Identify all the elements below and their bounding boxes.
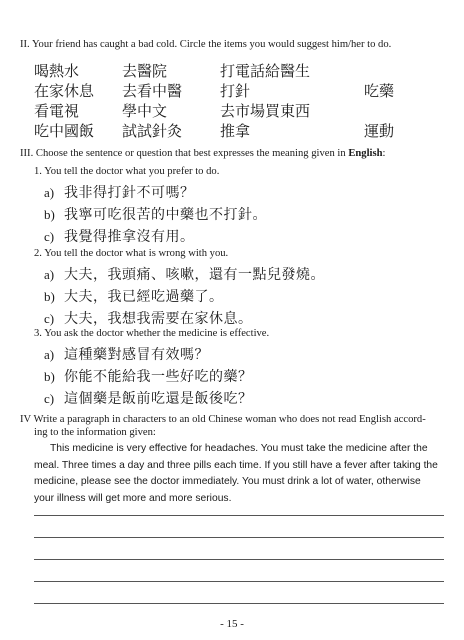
vocab-item[interactable]: 打針 <box>220 82 251 100</box>
answer-line[interactable] <box>34 603 444 604</box>
answer-line[interactable] <box>34 537 444 538</box>
option-label: a) <box>44 185 55 200</box>
section-4-heading-line-1: IV Write a paragraph in characters to an old Chinese woman who does not read English accord- <box>20 414 426 425</box>
option-label: a) <box>44 267 55 282</box>
option-text: 大夫，我頭痛、咳嗽，還有一點兒發燒。 <box>64 267 325 283</box>
vocab-item[interactable]: 看電視 <box>34 102 80 120</box>
option-label: a) <box>44 347 55 362</box>
section-2-heading: II. Your friend has caught a bad cold. Circle the items you would suggest him/her to do. <box>20 39 392 50</box>
vocab-item[interactable]: 吃中國飯 <box>34 122 95 140</box>
instruction-paragraph: This medicine is very effective for headaches. You must take the medicine after the meal. Three times a day and three pills each time. If you still have a fever after taking the medicine, please see the doctor immediately. You must drink a lot of water, otherwise your illness will get more and more serious. <box>34 443 438 504</box>
section-4-heading-line-2: ing to the information given: <box>34 427 156 438</box>
question-prompt: 1. You tell the doctor what you prefer to do. <box>34 166 220 177</box>
option-text: 我非得打針不可嗎？ <box>64 185 195 201</box>
vocab-row <box>34 60 444 80</box>
vocab-item[interactable]: 學中文 <box>122 102 168 120</box>
option-text: 我覺得推拿沒有用。 <box>64 229 195 245</box>
section-3-heading-bold: English <box>348 148 383 159</box>
answer-option[interactable] <box>44 388 253 408</box>
section-3-heading-text: III. Choose the sentence or question that best expresses the meaning given in <box>20 148 349 159</box>
answer-option[interactable] <box>44 264 325 284</box>
answer-line[interactable] <box>34 515 444 516</box>
option-label: c) <box>44 391 55 406</box>
option-label: b) <box>44 207 55 222</box>
vocab-item[interactable]: 去市場買東西 <box>220 102 311 120</box>
question-prompt: 2. You tell the doctor what is wrong with you. <box>34 248 229 259</box>
option-label: b) <box>44 289 55 304</box>
vocab-item[interactable]: 試試針灸 <box>122 122 183 140</box>
option-text: 你能不能給我一些好吃的藥？ <box>64 369 253 385</box>
option-label: c) <box>44 229 55 244</box>
answer-option[interactable] <box>44 366 253 386</box>
answer-option[interactable] <box>44 344 209 364</box>
option-text: 這個藥是飯前吃還是飯後吃？ <box>64 391 253 407</box>
vocab-item[interactable]: 運動 <box>364 122 395 140</box>
answer-line[interactable] <box>34 559 444 560</box>
vocab-item[interactable]: 喝熱水 <box>34 62 80 80</box>
section-4-heading <box>20 413 450 439</box>
section-3-heading-colon: : <box>382 148 386 159</box>
section-3-heading <box>20 147 450 160</box>
vocab-item[interactable]: 推拿 <box>220 122 251 140</box>
answer-option[interactable] <box>44 226 195 246</box>
vocab-item[interactable]: 打電話給醫生 <box>220 62 311 80</box>
answer-option[interactable] <box>44 182 195 202</box>
option-text: 這種藥對感冒有效嗎？ <box>64 347 209 363</box>
vocab-row <box>34 120 444 140</box>
vocab-item[interactable]: 去看中醫 <box>122 82 183 100</box>
question-prompt: 3. You ask the doctor whether the medicine is effective. <box>34 328 270 339</box>
vocab-item[interactable]: 吃藥 <box>364 82 395 100</box>
answer-option[interactable] <box>44 286 224 306</box>
answer-option[interactable] <box>44 308 253 328</box>
vocab-row <box>34 100 444 120</box>
option-label: b) <box>44 369 55 384</box>
vocab-item[interactable]: 去醫院 <box>122 62 168 80</box>
vocab-row <box>34 80 444 100</box>
option-text: 大夫，我已經吃過藥了。 <box>64 289 224 305</box>
option-text: 大夫，我想我需要在家休息。 <box>64 311 253 327</box>
answer-line[interactable] <box>34 581 444 582</box>
option-text: 我寧可吃很苦的中藥也不打針。 <box>64 207 267 223</box>
vocab-item[interactable]: 在家休息 <box>34 82 95 100</box>
answer-option[interactable] <box>44 204 267 224</box>
page-number: - 15 - <box>220 618 244 630</box>
option-label: c) <box>44 311 55 326</box>
